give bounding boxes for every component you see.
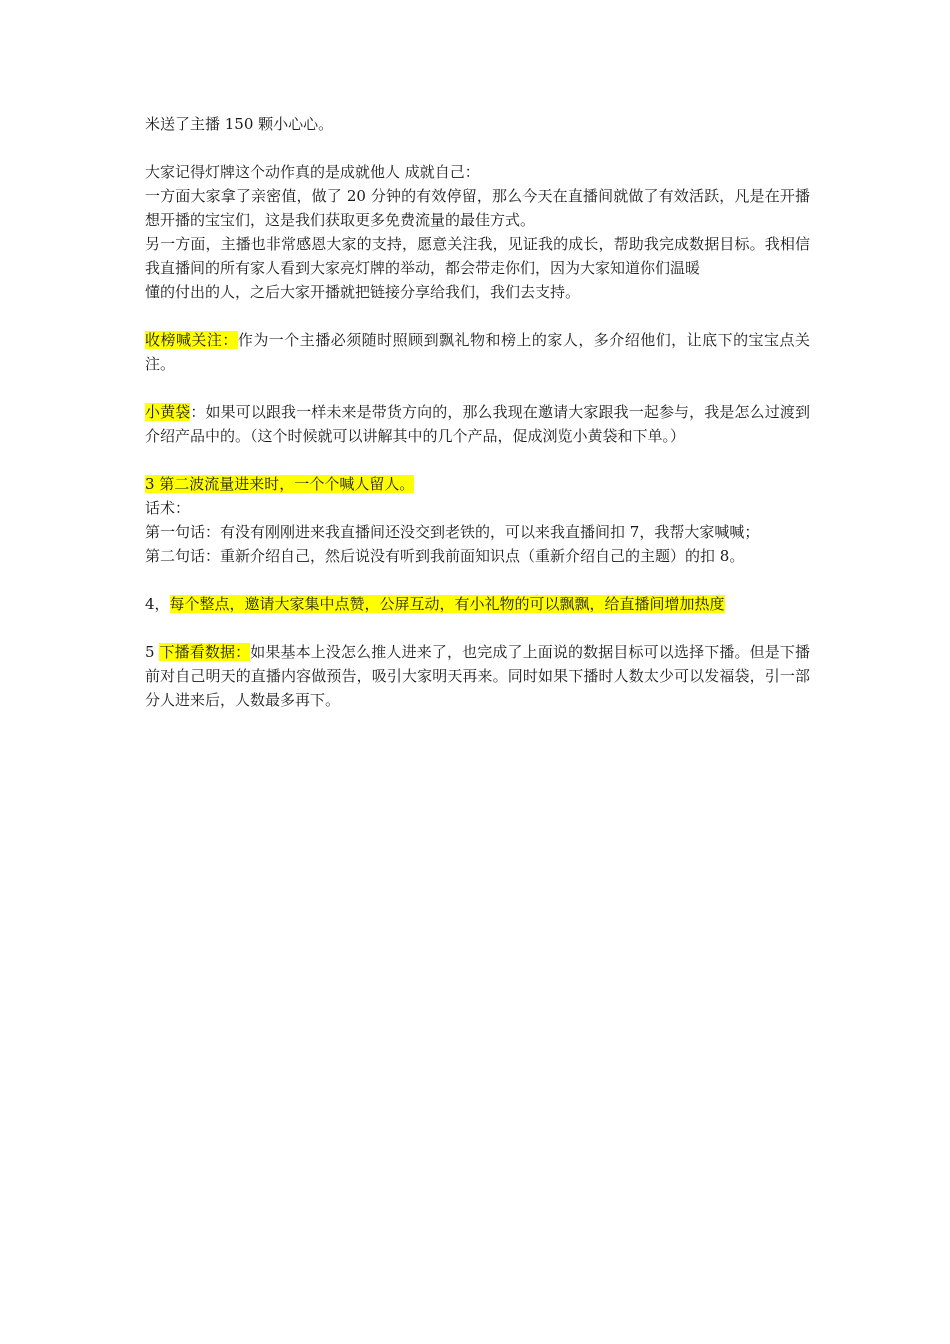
light-badge-point-two: 另一方面，主播也非常感恩大家的支持，愿意关注我，见证我的成长，帮助我完成数据目标。我相信我直播间的所有家人看到大家亮灯牌的举动，都会带走你们，因为大家知道你们温暖 xyxy=(145,235,810,277)
follow-paragraph xyxy=(145,328,810,376)
document-page xyxy=(145,112,810,712)
hourly-like-prefix: 4， xyxy=(145,595,170,613)
light-badge-point-two-cont: 懂的付出的人，之后大家开播就把链接分享给我们，我们去支持。 xyxy=(145,283,581,301)
light-badge-point-one: 一方面大家拿了亲密值，做了 20 分钟的有效停留，那么今天在直播间就做了有效活跃，凡是在开播想开播的宝宝们，这是我们获取更多免费流量的最佳方式。 xyxy=(145,187,810,229)
spacer xyxy=(145,568,810,592)
second-wave-highlight: 3 第二波流量进来时，一个个喊人留人。 xyxy=(145,475,415,493)
yellow-bag-paragraph xyxy=(145,400,810,448)
end-stream-prefix: 5 xyxy=(145,643,160,661)
follow-text: 作为一个主播必须随时照顾到飘礼物和榜上的家人，多介绍他们，让底下的宝宝点关注。 xyxy=(145,331,810,373)
end-stream-text: 如果基本上没怎么推人进来了，也完成了上面说的数据目标可以选择下播。但是下播前对自己明天的直播内容做预告，吸引大家明天再来。同时如果下播时人数太少可以发福袋，引一部分人进来后，人数最多再下。 xyxy=(145,643,810,709)
light-badge-heading: 大家记得灯牌这个动作真的是成就他人 成就自己： xyxy=(145,163,480,181)
end-stream-highlight-label: 下播看数据： xyxy=(159,643,251,661)
script-label: 话术： xyxy=(145,499,191,517)
script-line-two: 第二句话：重新介绍自己，然后说没有听到我前面知识点（重新介绍自己的主题）的扣 8。 xyxy=(145,547,745,565)
spacer xyxy=(145,448,810,472)
spacer xyxy=(145,304,810,328)
hourly-like-highlight: 每个整点，邀请大家集中点赞，公屏互动，有小礼物的可以飘飘，给直播间增加热度 xyxy=(169,595,725,613)
yellow-bag-highlight-label: 小黄袋 xyxy=(145,403,191,421)
second-wave-heading xyxy=(145,472,810,496)
script-line-one: 第一句话：有没有刚刚进来我直播间还没交到老铁的，可以来我直播间扣 7，我帮大家喊喊； xyxy=(145,523,760,541)
spacer xyxy=(145,616,810,640)
end-stream-paragraph xyxy=(145,640,810,712)
follow-highlight-label: 收榜喊关注： xyxy=(145,331,238,349)
intro-line: 米送了主播 150 颗小心心。 xyxy=(145,115,334,133)
hourly-like-paragraph xyxy=(145,592,810,616)
spacer xyxy=(145,376,810,400)
spacer xyxy=(145,136,810,160)
yellow-bag-text: ：如果可以跟我一样未来是带货方向的，那么我现在邀请大家跟我一起参与，我是怎么过渡到介绍产品中的。（这个时候就可以讲解其中的几个产品，促成浏览小黄袋和下单。） xyxy=(145,403,810,445)
